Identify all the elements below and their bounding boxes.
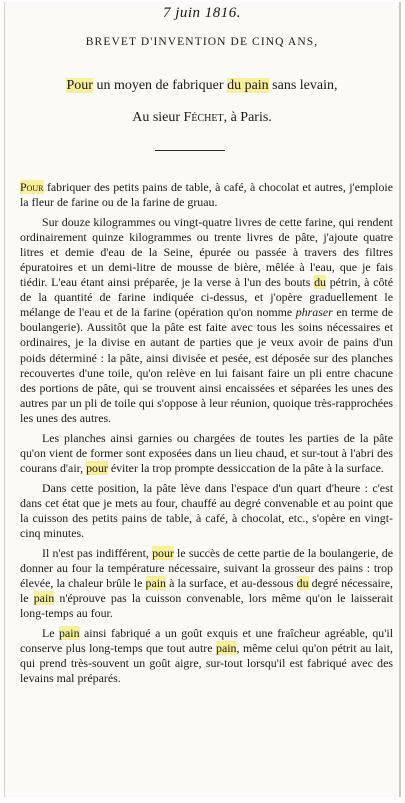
paragraph-text: le succès de cette partie de la boulangerie, de donner au four la température nécessaire, suivant la grosseur des pains : trop élevée, la chaleur brûle le bbox=[20, 546, 393, 591]
paragraph-text: degré nécessaire, le bbox=[20, 576, 393, 606]
section-divider bbox=[155, 150, 225, 151]
highlight-word: pour bbox=[86, 460, 108, 475]
subtitle-text: sans levain, bbox=[268, 78, 338, 93]
highlight-word: pain bbox=[59, 626, 80, 641]
paragraph-text: , même celui qu'on pétrit au lait, qui prend très-souvent un goût aigre, sur-tout lorsqu'il est fabriqué avec des levains mal préparés. bbox=[20, 641, 393, 686]
paragraph-4: Dans cette position, la pâte lève dans l'espace d'un quart d'heure : c'est dans cet état que je mets au four, chauffé au degré convenable et au point que la cuisson des petits pains de table, à café, à chocolat, etc., s'opère en vingt-cinq minutes. bbox=[20, 480, 393, 541]
recipient-name: Féchet bbox=[183, 110, 224, 125]
paragraph-text: Il n'est pas indifférent, bbox=[42, 546, 153, 561]
patent-heading: BREVET D'INVENTION DE CINQ ANS, bbox=[85, 36, 319, 48]
document-body bbox=[20, 180, 393, 692]
highlight-word: pain bbox=[216, 641, 237, 656]
paragraph-text: pétrin, à côté de la quantité de farine indiquée ci-dessus, et j'opère graduellement le mélange de l'eau et de la farine (opération qu'on nomme bbox=[20, 275, 393, 320]
paragraph-text: à la surface, et au-dessous bbox=[166, 576, 297, 591]
paragraph-6 bbox=[20, 626, 393, 686]
recipient-line bbox=[5, 110, 399, 126]
highlight-word: du bbox=[296, 576, 309, 591]
highlight-word: du pain bbox=[227, 78, 269, 93]
paragraph-text: éviter la trop prompte dessiccation de la pâte à la surface. bbox=[107, 460, 384, 475]
paragraph-2 bbox=[20, 215, 393, 426]
paragraph-text: Sur douze kilogrammes ou vingt-quatre livres de cette farine, qui rendent ordinairement quinze kilogrammes ou trente livres de pâte, j'ajoute quatre litres et demie d'eau de la Seine, épurée ou passée à travers des filtres épuratoires et un demi-litre de mousse de bière, mêlée à l'eau, que je fais tiédir. L'eau étant ainsi préparée, je la verse à l'un des bouts bbox=[20, 215, 393, 290]
italic-term: phraser bbox=[295, 305, 333, 320]
paragraph-text: ainsi fabriqué a un goût exquis et une fraîcheur agréable, qu'il conserve plus long-temps que tout autre bbox=[20, 626, 394, 656]
highlight-word: pain bbox=[33, 591, 55, 606]
paragraph-text: n'éprouve pas la cuisson convenable, lors même qu'on le laisserait long-temps au four. bbox=[20, 591, 393, 621]
highlight-word: Pour bbox=[66, 78, 93, 93]
paragraph-3 bbox=[20, 431, 393, 476]
subtitle-text: un moyen de fabriquer bbox=[92, 78, 228, 93]
highlight-word: Pour bbox=[20, 180, 44, 194]
highlight-word: du bbox=[314, 275, 326, 290]
subtitle-line bbox=[5, 78, 399, 94]
paragraph-5 bbox=[20, 546, 393, 621]
paragraph-1 bbox=[20, 180, 393, 210]
paragraph-text: Les planches ainsi garnies ou chargées de toutes les parties de la pâte qu'on vient de former sont exposées dans un lieu chaud, et sur-tout à l'abri des courans d'air, bbox=[20, 430, 393, 475]
paragraph-text: Le bbox=[42, 626, 60, 641]
highlight-word: pour bbox=[152, 546, 174, 561]
paragraph-text: en terme de boulangerie). Aussitôt que la pâte est faite avec tous les soins nécessaires et ordinaires, je la divise en autant de parties que je veux avoir de pains d'un poids déterminé : la pâte, ainsi divisée et pesée, est déposée sur des planches recouvertes d'une toile, qu'on relève en lui faisant faire un pli entre chacune des portions de pâte, qui se trouvent ainsi encaissées et séparées les unes des autres par un pli de toile qui s'oppose à leur réunion, quoique très-rapprochées les unes des autres. bbox=[20, 305, 394, 425]
highlight-word: pain bbox=[145, 576, 166, 591]
page-date: 7 juin 1816. bbox=[162, 5, 242, 21]
recipient-prefix: Au sieur bbox=[132, 110, 184, 125]
paragraph-text: fabriquer des petits pains de table, à café, à chocolat et autres, j'emploie la fleur de farine ou de la farine de gruau. bbox=[20, 180, 393, 210]
document-page bbox=[4, 2, 401, 797]
recipient-suffix: , à Paris. bbox=[223, 110, 272, 125]
